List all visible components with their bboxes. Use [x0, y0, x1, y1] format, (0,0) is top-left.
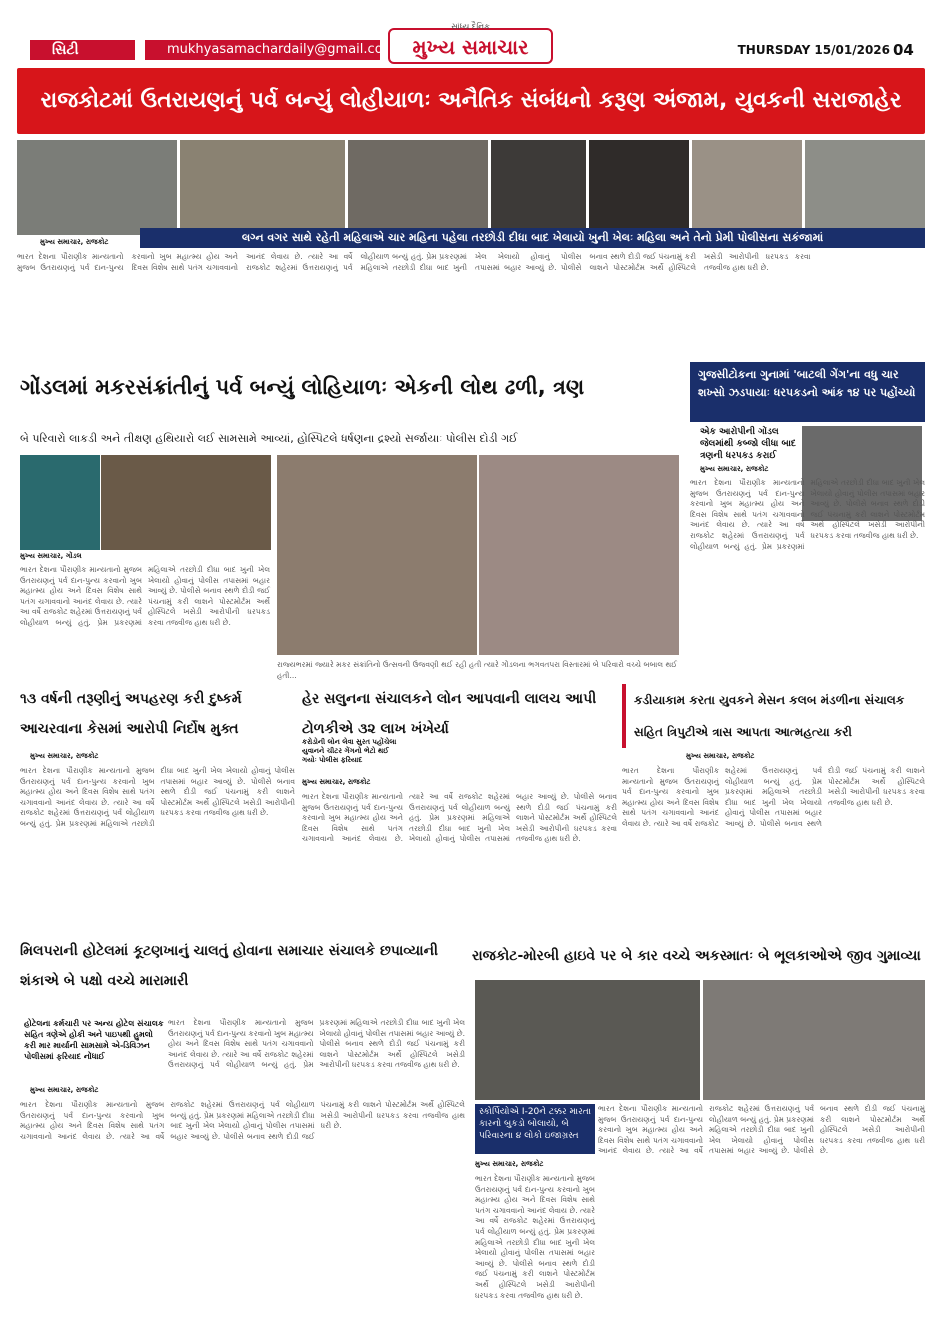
story5-byline: મુખ્ય સમાચાર, રાજકોટ	[302, 778, 371, 786]
photo-injured-man	[101, 455, 271, 550]
section-tag: સિટી	[30, 40, 135, 60]
story4-headline: ૧૩ વર્ષની તરૂણીનું અપહરણ કરી દુષ્કર્મ આચરવાના કેસમાં આરોપી નિર્દોષ મુક્ત	[20, 691, 242, 737]
story1-subhead: લગ્ન વગર સાથે રહેતી મહિલાએ ચાર મહિના પહેલા તરછોડી દીધા બાદ ખેલાયો ખુની ખેલઃ મહિલા અને તેનો પ્રેમી પોલીસના સકંજામાં	[140, 228, 925, 248]
photo-victim-portrait	[20, 455, 100, 550]
story1-byline: મુખ્ય સમાચાર, રાજકોટ	[40, 238, 109, 246]
email-address: mukhyasamachardaily@gmail.com	[145, 40, 380, 60]
page-number: 04	[893, 41, 914, 59]
story4-byline: મુખ્ય સમાચાર, રાજકોટ	[30, 752, 99, 760]
story2-subhead: બે પરિવારો લાકડી અને તીક્ષણ હથિયારો લઈ સામસામે આવ્યાં, હોસ્પિટલે ધર્ષણના દ્રશ્યો સર્જાયાઃ પોલીસ દોડી ગઈ	[20, 432, 518, 445]
photo-victim-1	[491, 140, 586, 235]
story2-body: ભારત દેશના પૌરાણીક માન્યતાનો મુજબ ઉતરાયણનું પર્વ દાન-પુન્ય કરવાનો ખુબ મહાત્મ્ય હોય અને દિવસ વિશેષ સાથે પતંગ ચગાવવાનો આનંદ લેવાય છે. ત્યારે આ વર્ષે રાજકોટ શહેરમાં ઉત્તરાયણનું પર્વ લોહીયાળ બન્યું હતું. પ્રેમ પ્રકરણમાં મહિલાએ તરછોડી દીધા બાદ ખુની ખેલ ખેલાયો હોવાનું પોલીસ તપાસમાં બહાર આવ્યું છે. પોલીસે બનાવ સ્થળે દોડી જઈ પંચનામું કરી લાશને પોસ્ટમોર્ટમ અર્થે હોસ્પિટલે ખસેડી આરોપીની ધરપકડ કરવા તજવીજ હાથ ધરી છે.	[20, 565, 270, 627]
photo-police-1	[692, 140, 802, 235]
story3-body: ભારત દેશના પૌરાણીક માન્યતાનો મુજબ ઉતરાયણનું પર્વ દાન-પુન્ય કરવાનો ખુબ મહાત્મ્ય હોય અને દિવસ વિશેષ સાથે પતંગ ચગાવવાનો આનંદ લેવાય છે. ત્યારે આ વર્ષે રાજકોટ શહેરમાં ઉત્તરાયણનું પર્વ લોહીયાળ બન્યું હતું. પ્રેમ પ્રકરણમાં મહિલાએ તરછોડી દીધા બાદ ખુની ખેલ ખેલાયો હોવાનું પોલીસ તપાસમાં બહાર આવ્યું છે. પોલીસે બનાવ સ્થળે દોડી જઈ પંચનામું કરી લાશને પોસ્ટમોર્ટમ અર્થે હોસ્પિટલે ખસેડી આરોપીની ધરપકડ કરવા તજવીજ હાથ ધરી છે.	[690, 478, 925, 551]
story5-body: ભારત દેશના પૌરાણીક માન્યતાનો મુજબ ઉતરાયણનું પર્વ દાન-પુન્ય કરવાનો ખુબ મહાત્મ્ય હોય અને દિવસ વિશેષ સાથે પતંગ ચગાવવાનો આનંદ લેવાય છે. ત્યારે આ વર્ષે રાજકોટ શહેરમાં ઉત્તરાયણનું પર્વ લોહીયાળ બન્યું હતું. પ્રેમ પ્રકરણમાં મહિલાએ તરછોડી દીધા બાદ ખુની ખેલ ખેલાયો હોવાનું પોલીસ તપાસમાં બહાર આવ્યું છે. પોલીસે બનાવ સ્થળે દોડી જઈ પંચનામું કરી લાશને પોસ્ટમોર્ટમ અર્થે હોસ્પિટલે ખસેડી આરોપીની ધરપકડ કરવા તજવીજ હાથ ધરી છે.	[302, 792, 617, 844]
photo-hospital-2	[479, 455, 679, 655]
story2-byline: મુખ્ય સમાચાર, ગોંડલ	[20, 552, 82, 560]
story2-headline: ગોંડલમાં મકરસંક્રાંતીનું પર્વ બન્યું લોહિયાળઃ એકની લોથ ઢળી, ત્રણ	[20, 375, 585, 399]
story7-deck: હોટેલના કર્મચારી પર અન્ય હોટેલ સંચાલક સહિત ત્રણેએ હોકી અને પાઇપથી હુમલો કરી માર માર્યાની સામસામે એ-ડિવિઝન પોલીસમાં ફરિયાદ નોંધાઈ	[24, 1019, 164, 1061]
story7-body: ભારત દેશના પૌરાણીક માન્યતાનો મુજબ ઉતરાયણનું પર્વ દાન-પુન્ય કરવાનો ખુબ મહાત્મ્ય હોય અને દિવસ વિશેષ સાથે પતંગ ચગાવવાનો આનંદ લેવાય છે. ત્યારે આ વર્ષે રાજકોટ શહેરમાં ઉત્તરાયણનું પર્વ લોહીયાળ બન્યું હતું. પ્રેમ પ્રકરણમાં મહિલાએ તરછોડી દીધા બાદ ખુની ખેલ ખેલાયો હોવાનું પોલીસ તપાસમાં બહાર આવ્યું છે. પોલીસે બનાવ સ્થળે દોડી જઈ પંચનામું કરી લાશને પોસ્ટમોર્ટમ અર્થે હોસ્પિટલે ખસેડી આરોપીની ધરપકડ કરવા તજવીજ હાથ ધરી છે.	[20, 1100, 465, 1141]
lead-headline: રાજકોટમાં ઉતરાયણનું પર્વ બન્યું લોહીયાળઃ અનૈતિક સંબંધનો કરૂણ અંજામ, યુવકની સરાજાહેર	[17, 68, 925, 134]
story4-body: ભારત દેશના પૌરાણીક માન્યતાનો મુજબ ઉતરાયણનું પર્વ દાન-પુન્ય કરવાનો ખુબ મહાત્મ્ય હોય અને દિવસ વિશેષ સાથે પતંગ ચગાવવાનો આનંદ લેવાય છે. ત્યારે આ વર્ષે રાજકોટ શહેરમાં ઉત્તરાયણનું પર્વ લોહીયાળ બન્યું હતું. પ્રેમ પ્રકરણમાં મહિલાએ તરછોડી દીધા બાદ ખુની ખેલ ખેલાયો હોવાનું પોલીસ તપાસમાં બહાર આવ્યું છે. પોલીસે બનાવ સ્થળે દોડી જઈ પંચનામું કરી લાશને પોસ્ટમોર્ટમ અર્થે હોસ્પિટલે ખસેડી આરોપીની ધરપકડ કરવા તજવીજ હાથ ધરી છે.	[20, 766, 295, 828]
story3-deck: એક આરોપીની ગોંડલ જેલમાંથી કબ્જો લીધા બાદ ત્રણની ધરપકડ કરાઈ	[700, 427, 796, 461]
photo-victim-2	[589, 140, 689, 235]
issue-date: THURSDAY 15/01/2026	[737, 43, 890, 57]
story3-byline: મુખ્ય સમાચાર, રાજકોટ	[700, 465, 769, 473]
photo-hospital-1	[277, 455, 477, 655]
story8-byline: મુખ્ય સમાચાર, રાજકોટ	[475, 1160, 544, 1168]
photo-shop	[348, 140, 488, 235]
story6-byline: મુખ્ય સમાચાર, રાજકોટ	[686, 752, 755, 760]
story8-body: ભારત દેશના પૌરાણીક માન્યતાનો મુજબ ઉતરાયણનું પર્વ દાન-પુન્ય કરવાનો ખુબ મહાત્મ્ય હોય અને દિવસ વિશેષ સાથે પતંગ ચગાવવાનો આનંદ લેવાય છે. ત્યારે આ વર્ષે રાજકોટ શહેરમાં ઉત્તરાયણનું પર્વ લોહીયાળ બન્યું હતું. પ્રેમ પ્રકરણમાં મહિલાએ તરછોડી દીધા બાદ ખુની ખેલ ખેલાયો હોવાનું પોલીસ તપાસમાં બહાર આવ્યું છે. પોલીસે બનાવ સ્થળે દોડી જઈ પંચનામું કરી લાશને પોસ્ટમોર્ટમ અર્થે હોસ્પિટલે ખસેડી આરોપીની ધરપકડ કરવા તજવીજ હાથ ધરી છે.	[598, 1104, 925, 1156]
photo-crime-scene	[17, 140, 177, 235]
story2-body-2: રાજ્યભરમાં જ્યારે મકર સંક્રાંતિનો ઉત્સવની ઉજવણી થઈ રહી હતી ત્યારે ગોંડલના ભગવતપરા વિસ્તારમાં બે પરિવારો વચ્ચે બબાલ થઈ હતી...	[277, 660, 677, 680]
photo-accident-2	[703, 980, 925, 1100]
story7-body-top: ભારત દેશના પૌરાણીક માન્યતાનો મુજબ ઉતરાયણનું પર્વ દાન-પુન્ય કરવાનો ખુબ મહાત્મ્ય હોય અને દિવસ વિશેષ સાથે પતંગ ચગાવવાનો આનંદ લેવાય છે. ત્યારે આ વર્ષે રાજકોટ શહેરમાં ઉત્તરાયણનું પર્વ લોહીયાળ બન્યું હતું. પ્રેમ પ્રકરણમાં મહિલાએ તરછોડી દીધા બાદ ખુની ખેલ ખેલાયો હોવાનું પોલીસ તપાસમાં બહાર આવ્યું છે. પોલીસે બનાવ સ્થળે દોડી જઈ પંચનામું કરી લાશને પોસ્ટમોર્ટમ અર્થે હોસ્પિટલે ખસેડી આરોપીની ધરપકડ કરવા તજવીજ હાથ ધરી છે.	[168, 1018, 465, 1070]
story8-body-2: ભારત દેશના પૌરાણીક માન્યતાનો મુજબ ઉતરાયણનું પર્વ દાન-પુન્ય કરવાનો ખુબ મહાત્મ્ય હોય અને દિવસ વિશેષ સાથે પતંગ ચગાવવાનો આનંદ લેવાય છે. ત્યારે આ વર્ષે રાજકોટ શહેરમાં ઉત્તરાયણનું પર્વ લોહીયાળ બન્યું હતું. પ્રેમ પ્રકરણમાં મહિલાએ તરછોડી દીધા બાદ ખુની ખેલ ખેલાયો હોવાનું પોલીસ તપાસમાં બહાર આવ્યું છે. પોલીસે બનાવ સ્થળે દોડી જઈ પંચનામું કરી લાશને પોસ્ટમોર્ટમ અર્થે હોસ્પિટલે ખસેડી આરોપીની ધરપકડ કરવા તજવીજ હાથ ધરી છે.	[475, 1174, 596, 1300]
story6-body: ભારત દેશના પૌરાણીક માન્યતાનો મુજબ ઉતરાયણનું પર્વ દાન-પુન્ય કરવાનો ખુબ મહાત્મ્ય હોય અને દિવસ વિશેષ સાથે પતંગ ચગાવવાનો આનંદ લેવાય છે. ત્યારે આ વર્ષે રાજકોટ શહેરમાં ઉત્તરાયણનું પર્વ લોહીયાળ બન્યું હતું. પ્રેમ પ્રકરણમાં મહિલાએ તરછોડી દીધા બાદ ખુની ખેલ ખેલાયો હોવાનું પોલીસ તપાસમાં બહાર આવ્યું છે. પોલીસે બનાવ સ્થળે દોડી જઈ પંચનામું કરી લાશને પોસ્ટમોર્ટમ અર્થે હોસ્પિટલે ખસેડી આરોપીની ધરપકડ કરવા તજવીજ હાથ ધરી છે.	[622, 766, 925, 828]
story6-headline: કડીયાકામ કરતા યુવકને મેસન કલબ મંડળીના સંચાલક સહિત ત્રિપુટીએ ત્રાસ આપતા આત્મહત્યા કરી	[622, 684, 925, 748]
story8-photo-caption: સ્કોર્પિયોએ I-20ને ટક્કર મારતા કારનો બુકડો બોલાયો, બે પરિવારના ૪ લોકો ઇજાગ્રસ્ત	[475, 1104, 595, 1154]
story8-headline: રાજકોટ-મોરબી હાઇવે પર બે કાર વચ્ચે અકસ્માતઃ બે ભૂલકાઓએ જીવ ગુમાવ્યા	[472, 948, 921, 964]
story7-byline: મુખ્ય સમાચાર, રાજકોટ	[30, 1086, 99, 1094]
story5-headline: હેર સલુનના સંચાલકને લોન આપવાની લાલચ આપી ટોળકીએ ૩૨ લાખ ખંખેર્યા	[302, 691, 597, 737]
photo-accident-1	[475, 980, 700, 1100]
logo-tagline: સાંધ્ય દૈનિક	[451, 22, 490, 31]
story5-deck: કરોડોની લોન લેવા સુરત પહોંચેલા યુવાનને ચીટર ગેંગનો ભેટો થઈ ગયોઃ પોલીસ ફરિયાદ	[302, 738, 397, 764]
photo-street	[180, 140, 345, 235]
story1-body: ભારત દેશના પૌરાણીક માન્યતાનો મુજબ ઉતરાયણનું પર્વ દાન-પુન્ય કરવાનો ખુબ મહાત્મ્ય હોય અને દિવસ વિશેષ સાથે પતંગ ચગાવવાનો આનંદ લેવાય છે. ત્યારે આ વર્ષે રાજકોટ શહેરમાં ઉત્તરાયણનું પર્વ લોહીયાળ બન્યું હતું. પ્રેમ પ્રકરણમાં મહિલાએ તરછોડી દીધા બાદ ખુની ખેલ ખેલાયો હોવાનું પોલીસ તપાસમાં બહાર આવ્યું છે. પોલીસે બનાવ સ્થળે દોડી જઈ પંચનામું કરી લાશને પોસ્ટમોર્ટમ અર્થે હોસ્પિટલે ખસેડી આરોપીની ધરપકડ કરવા તજવીજ હાથ ધરી છે.	[17, 252, 811, 272]
photo-police-2	[805, 140, 925, 235]
logo-text: મુખ્ય સમાચાર	[412, 35, 529, 59]
story7-headline: મિલપરાની હોટેલમાં કૂટણખાનું ચાલતું હોવાના સમાચાર સંચાલકે છપાવ્યાની શંકાએ બે પક્ષો વચ્ચે મારામારી	[20, 943, 439, 989]
newspaper-logo	[388, 22, 553, 64]
story3-headline: ગુજસીટોકના ગુનામાં 'બાટલી ગેંગ'ના વધુ ચાર શખ્સો ઝડપાયાઃ ધરપકડનો આંક ૧૪ પર પહોંચ્યો	[690, 362, 925, 422]
